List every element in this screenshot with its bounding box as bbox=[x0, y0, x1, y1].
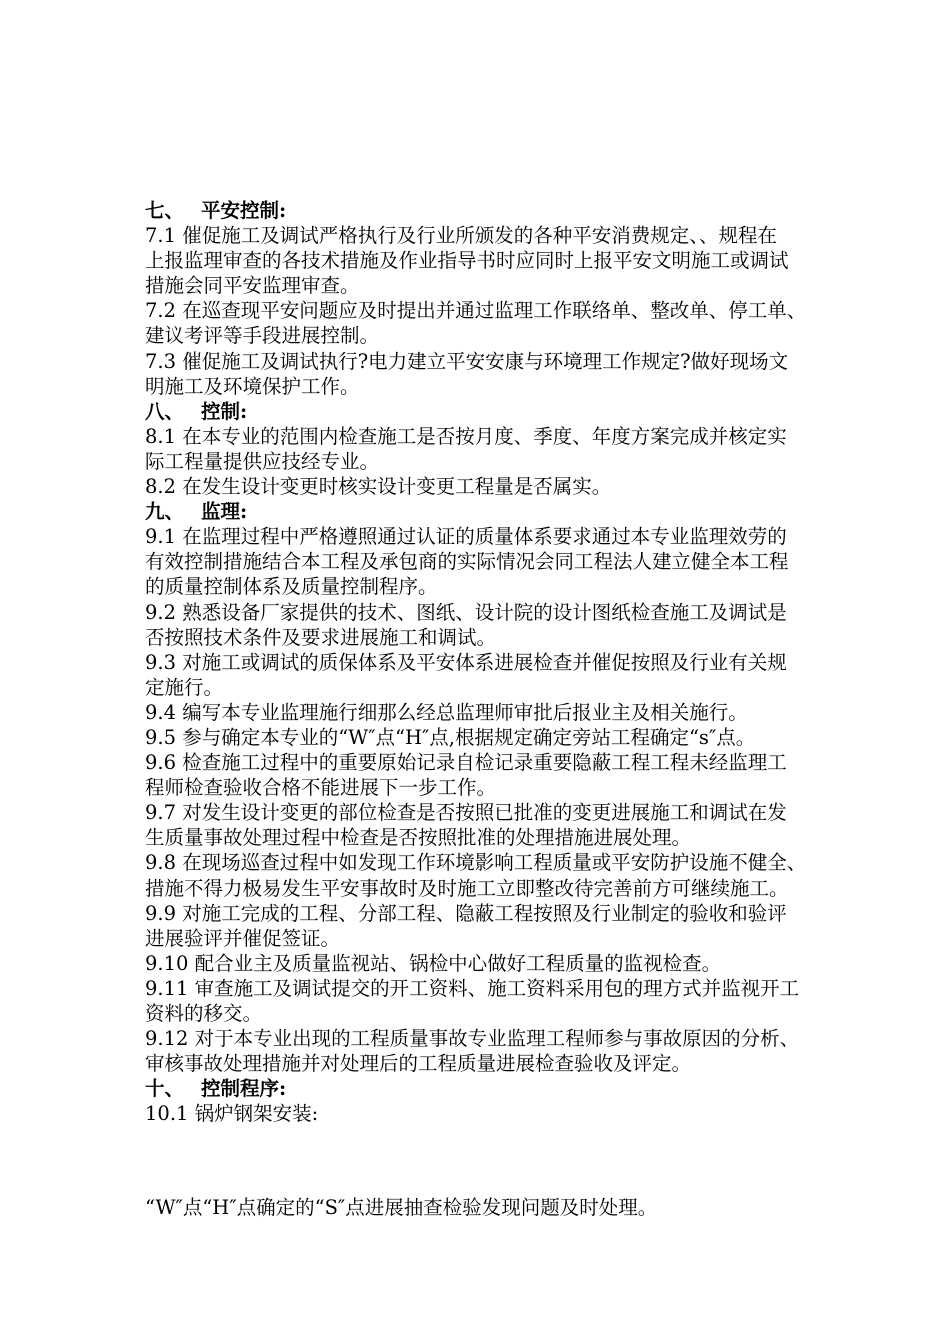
section-heading-7 bbox=[145, 198, 915, 223]
paragraph-line: 9.1 在监理过程中严格遵照通过认证的质量体系要求通过本专业监理效劳的 bbox=[145, 525, 787, 549]
paragraph-line: 9.8 在现场巡查过程中如发现工作环境影响工程质量或平安防护设施不健全、 bbox=[145, 851, 807, 875]
paragraph-line: 9.6 检查施工过程中的重要原始记录自检记录重要隐蔽工程工程未经监理工 bbox=[145, 751, 787, 775]
paragraph-line: 进展验评并催促签证。 bbox=[145, 926, 341, 950]
section-number: 十、 bbox=[145, 1077, 185, 1101]
section-title: 监理: bbox=[201, 500, 248, 524]
paragraph-line: 9.11 审查施工及调试提交的开工资料、施工资料采用包的理方式并监视开工 bbox=[145, 976, 800, 1000]
paragraph-line: 定施行。 bbox=[145, 675, 224, 699]
paragraph-line: 8.1 在本专业的范围内检查施工是否按月度、季度、年度方案完成并核定实 bbox=[145, 424, 787, 448]
section-number: 九、 bbox=[145, 500, 185, 524]
paragraph-line: 9.3 对施工或调试的质保体系及平安体系进展检查并催促按照及行业有关规 bbox=[145, 650, 787, 674]
paragraph-line: 际工程量提供应技经专业。 bbox=[145, 449, 380, 473]
paragraph-line: 9.12 对于本专业出现的工程质量事故专业监理工程师参与事故原因的分析、 bbox=[145, 1027, 800, 1051]
section-heading-8 bbox=[145, 399, 915, 424]
paragraph-line: 否按照技术条件及要求进展施工和调试。 bbox=[145, 625, 497, 649]
paragraph-line: 9.5 参与确定本专业的“W″点“H″点,根据规定确定旁站工程确定“s″点。 bbox=[145, 725, 756, 749]
paragraph-line: 8.2 在发生设计变更时核实设计变更工程量是否属实。 bbox=[145, 475, 612, 499]
document-body bbox=[145, 198, 915, 1126]
section-number: 八、 bbox=[145, 399, 185, 423]
paragraph-line: 生质量事故处理过程中检查是否按照批准的处理措施进展处理。 bbox=[145, 826, 692, 850]
paragraph-line: 措施不得力极易发生平安事故时及时施工立即整改待完善前方可继续施工。 bbox=[145, 876, 789, 900]
section-heading-9 bbox=[145, 499, 915, 524]
section-heading-10 bbox=[145, 1076, 915, 1101]
section-title: 控制程序: bbox=[201, 1077, 287, 1101]
paragraph-line: 10.1 锅炉钢架安装: bbox=[145, 1102, 319, 1126]
paragraph-line: 7.1 催促施工及调试严格执行及行业所颁发的各种平安消费规定、、规程在 bbox=[145, 224, 777, 248]
paragraph-line: 9.7 对发生设计变更的部位检查是否按照已批准的变更进展施工和调试在发 bbox=[145, 801, 787, 825]
paragraph-line: 7.3 催促施工及调试执行?电力建立平安安康与环境理工作规定?做好现场文 bbox=[145, 349, 789, 373]
paragraph-line: 建议考评等手段进展控制。 bbox=[145, 324, 380, 348]
section-number: 七、 bbox=[145, 199, 185, 222]
paragraph-line: 有效控制措施结合本工程及承包商的实际情况会同工程法人建立健全本工程 bbox=[145, 550, 789, 574]
paragraph-line: 9.4 编写本专业监理施行细那么经总监理师审批后报业主及相关施行。 bbox=[145, 700, 748, 724]
section-title: 控制: bbox=[201, 399, 248, 423]
paragraph-line: 审核事故处理措施并对处理后的工程质量进展检查验收及评定。 bbox=[145, 1052, 692, 1076]
paragraph-line: 的质量控制体系及质量控制程序。 bbox=[145, 575, 438, 599]
paragraph-line: 9.2 熟悉设备厂家提供的技术、图纸、设计院的设计图纸检查施工及调试是 bbox=[145, 600, 787, 624]
paragraph-line: 7.2 在巡查现平安问题应及时提出并通过监理工作联络单、整改单、停工单、 bbox=[145, 299, 807, 323]
paragraph-line: 程师检查验收合格不能进展下一步工作。 bbox=[145, 776, 497, 800]
paragraph-line: 明施工及环境保护工作。 bbox=[145, 374, 360, 398]
footer-note: “W″点“H″点确定的“S″点进展抽查检验发现问题及时处理。 bbox=[145, 1196, 658, 1219]
paragraph-line: 措施会同平安监理审查。 bbox=[145, 274, 360, 298]
paragraph-line: 9.9 对施工完成的工程、分部工程、隐蔽工程按照及行业制定的验收和验评 bbox=[145, 901, 787, 925]
paragraph-line: 资料的移交。 bbox=[145, 1002, 263, 1025]
paragraph-line: 9.10 配合业主及质量监视站、锅检中心做好工程质量的监视检查。 bbox=[145, 951, 722, 975]
paragraph-line: 上报监理审查的各技术措施及作业指导书时应同时上报平安文明施工或调试 bbox=[145, 249, 789, 273]
section-title: 平安控制: bbox=[201, 199, 287, 222]
